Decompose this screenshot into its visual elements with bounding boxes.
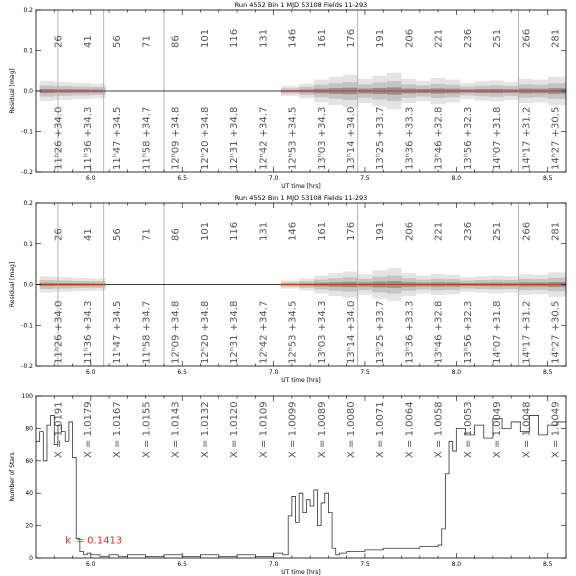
ra-dec-label: 13ʰ03 +34.3 xyxy=(316,300,328,364)
ra-dec-label: 12ʰ09 +34.8 xyxy=(170,300,182,364)
airmass-label: X = 1.0167 xyxy=(112,401,124,458)
ra-dec-label: 14ʰ17 +31.2 xyxy=(521,106,533,170)
y-tick-label: 0.2 xyxy=(23,200,33,207)
field-number-label: 176 xyxy=(346,28,357,48)
field-number-label: 41 xyxy=(82,35,94,48)
y-tick-label: 0.0 xyxy=(23,281,33,289)
field-number-label: 191 xyxy=(375,28,387,48)
chart-title: Run 4552 Bin 1 MJD 53108 Fields 11-293 xyxy=(234,194,368,202)
x-tick-label: 6.0 xyxy=(86,175,96,182)
y-tick-label: -0.1 xyxy=(21,128,33,136)
field-number-label: 266 xyxy=(521,28,533,48)
y-tick-label: -0.1 xyxy=(21,322,33,330)
x-tick-label: 6.0 xyxy=(86,561,96,568)
x-tick-label: 7.0 xyxy=(268,561,279,568)
field-number-label: 236 xyxy=(462,221,474,241)
field-number-label: 161 xyxy=(316,221,328,241)
airmass-label: X = 1.0071 xyxy=(375,401,387,458)
y-tick-label: 0 xyxy=(29,555,33,562)
x-tick-label: 6.5 xyxy=(177,561,187,568)
airmass-label: X = 1.0191 xyxy=(53,401,65,458)
x-tick-label: 7.5 xyxy=(360,175,370,182)
x-tick-label: 6.5 xyxy=(177,369,187,376)
y-tick-label: 0.1 xyxy=(23,47,33,55)
field-number-label: 116 xyxy=(229,28,241,48)
field-number-label: 206 xyxy=(404,28,416,48)
chart-title: Run 4552 Bin 1 MJD 53108 Fields 11-293 xyxy=(234,1,368,9)
x-tick-label: 8.5 xyxy=(542,175,553,182)
airmass-label: X = 1.0058 xyxy=(433,401,445,458)
ra-dec-label: 12ʰ42 +34.7 xyxy=(258,106,270,170)
y-tick-label: 40 xyxy=(25,490,33,498)
airmass-label: X = 1.0179 xyxy=(82,401,94,458)
ra-dec-label: 13ʰ14 +34.0 xyxy=(346,300,357,364)
field-number-label: 146 xyxy=(287,28,299,48)
field-number-label: 251 xyxy=(492,28,504,48)
ra-dec-label: 11ʰ26 +34.0 xyxy=(53,300,65,364)
x-tick-label: 8.5 xyxy=(542,561,553,568)
y-tick-label: -0.2 xyxy=(21,363,33,370)
x-tick-label: 7.5 xyxy=(360,561,370,568)
ra-dec-label: 11ʰ36 +34.3 xyxy=(82,300,94,364)
airmass-label: X = 1.0099 xyxy=(287,401,299,458)
airmass-label: X = 1.0155 xyxy=(141,401,153,458)
field-number-label: 221 xyxy=(433,28,445,48)
k-equals: = xyxy=(76,535,85,547)
ra-dec-label: 14ʰ07 +31.8 xyxy=(492,300,504,364)
x-tick-label: 7.5 xyxy=(360,369,370,376)
ra-dec-label: 11ʰ58 +34.7 xyxy=(141,300,153,364)
field-number-label: 131 xyxy=(258,221,270,241)
ra-dec-label: 14ʰ07 +31.8 xyxy=(492,106,504,170)
y-tick-label: 20 xyxy=(25,522,33,530)
field-number-label: 206 xyxy=(404,221,416,241)
field-number-label: 71 xyxy=(141,228,153,241)
field-number-label: 251 xyxy=(492,221,504,241)
x-tick-label: 8.0 xyxy=(451,561,462,568)
ra-dec-label: 13ʰ36 +33.3 xyxy=(404,106,416,170)
ra-dec-label: 13ʰ56 +32.3 xyxy=(462,106,474,170)
ra-dec-label: 13ʰ56 +32.3 xyxy=(462,300,474,364)
airmass-label: X = 1.0109 xyxy=(258,401,270,458)
ra-dec-label: 13ʰ25 +33.7 xyxy=(375,300,387,364)
airmass-label: X = 1.0120 xyxy=(229,401,241,458)
ra-dec-label: 11ʰ47 +34.5 xyxy=(112,106,124,170)
field-number-label: 56 xyxy=(112,228,124,241)
panel-3 xyxy=(9,393,566,576)
y-tick-label: 60 xyxy=(25,457,33,465)
airmass-label: X = 1.0053 xyxy=(462,401,474,458)
field-number-label: 281 xyxy=(550,221,562,241)
field-number-label: 266 xyxy=(521,221,533,241)
y-tick-label: 0.0 xyxy=(23,88,33,95)
field-number-label: 56 xyxy=(112,35,124,48)
ra-dec-label: 12ʰ53 +34.5 xyxy=(287,106,299,170)
x-axis-label: UT time [hrs] xyxy=(281,183,321,190)
y-axis-label: Residual [mag] xyxy=(9,261,16,308)
field-number-label: 176 xyxy=(346,221,357,241)
panel-1 xyxy=(9,1,566,190)
airmass-label: X = 1.0049 xyxy=(550,401,562,458)
field-number-label: 41 xyxy=(82,228,94,241)
x-tick-label: 8.5 xyxy=(542,369,553,376)
field-number-label: 101 xyxy=(199,28,211,48)
x-tick-label: 6.0 xyxy=(86,369,96,376)
ra-dec-label: 13ʰ46 +32.8 xyxy=(433,300,445,364)
y-tick-label: 80 xyxy=(25,425,33,433)
airmass-label: X = 1.0080 xyxy=(346,401,357,458)
ra-dec-label: 11ʰ58 +34.7 xyxy=(141,106,153,170)
ra-dec-label: 11ʰ36 +34.3 xyxy=(82,106,94,170)
x-tick-label: 8.0 xyxy=(451,369,462,376)
ra-dec-label: 14ʰ27 +30.5 xyxy=(550,106,562,170)
ra-dec-label: 12ʰ20 +34.8 xyxy=(199,300,211,364)
x-tick-label: 7.0 xyxy=(268,369,279,376)
k-label: k xyxy=(65,535,72,547)
field-number-label: 281 xyxy=(550,28,562,48)
airmass-label: X = 1.0143 xyxy=(170,401,182,458)
field-number-label: 86 xyxy=(170,35,182,48)
field-number-label: 101 xyxy=(199,221,211,241)
panel-2 xyxy=(9,194,566,384)
field-number-label: 131 xyxy=(258,28,270,48)
airmass-label: X = 1.0049 xyxy=(492,401,504,458)
ra-dec-label: 11ʰ47 +34.5 xyxy=(112,300,124,364)
ra-dec-label: 13ʰ36 +33.3 xyxy=(404,300,416,364)
ra-dec-label: 12ʰ31 +34.8 xyxy=(229,106,241,170)
y-tick-label: 100 xyxy=(21,393,33,400)
field-number-label: 236 xyxy=(462,28,474,48)
y-tick-label: 0.2 xyxy=(23,7,33,14)
ra-dec-label: 12ʰ20 +34.8 xyxy=(199,106,211,170)
field-number-label: 221 xyxy=(433,221,445,241)
y-tick-label: -0.2 xyxy=(21,169,33,176)
ra-dec-label: 13ʰ03 +34.3 xyxy=(316,106,328,170)
ra-dec-label: 12ʰ42 +34.7 xyxy=(258,300,270,364)
field-number-label: 116 xyxy=(229,221,241,241)
airmass-label: X = 1.0064 xyxy=(404,401,416,458)
ra-dec-label: 12ʰ31 +34.8 xyxy=(229,300,241,364)
field-number-label: 86 xyxy=(170,228,182,241)
field-number-label: 26 xyxy=(53,35,65,48)
field-number-label: 71 xyxy=(141,35,153,48)
x-tick-label: 8.0 xyxy=(451,175,462,182)
ra-dec-label: 14ʰ27 +30.5 xyxy=(550,300,562,364)
ra-dec-label: 12ʰ53 +34.5 xyxy=(287,300,299,364)
x-tick-label: 7.0 xyxy=(268,175,279,182)
ra-dec-label: 14ʰ17 +31.2 xyxy=(521,300,533,364)
field-number-label: 26 xyxy=(53,228,65,241)
ra-dec-label: 13ʰ14 +34.0 xyxy=(346,106,357,170)
ra-dec-label: 11ʰ26 +34.0 xyxy=(53,106,65,170)
ra-dec-label: 13ʰ25 +33.7 xyxy=(375,106,387,170)
ra-dec-label: 12ʰ09 +34.8 xyxy=(170,106,182,170)
field-number-label: 146 xyxy=(287,221,299,241)
x-axis-label: UT time [hrs] xyxy=(281,569,321,576)
k-value: 0.1413 xyxy=(87,535,123,547)
y-tick-label: 0.1 xyxy=(23,240,33,248)
x-axis-label: UT time [hrs] xyxy=(281,377,321,384)
ra-dec-label: 13ʰ46 +32.8 xyxy=(433,106,445,170)
x-tick-label: 6.5 xyxy=(177,175,187,182)
y-axis-label: Residual [mag] xyxy=(9,68,16,114)
airmass-label: X = 1.0132 xyxy=(199,401,211,458)
y-axis-label: Number of Stars xyxy=(9,452,16,502)
field-number-label: 161 xyxy=(316,28,328,48)
airmass-label: X = 1.0089 xyxy=(316,401,328,458)
airmass-label: X = 1.0048 xyxy=(521,401,533,458)
field-number-label: 191 xyxy=(375,221,387,241)
